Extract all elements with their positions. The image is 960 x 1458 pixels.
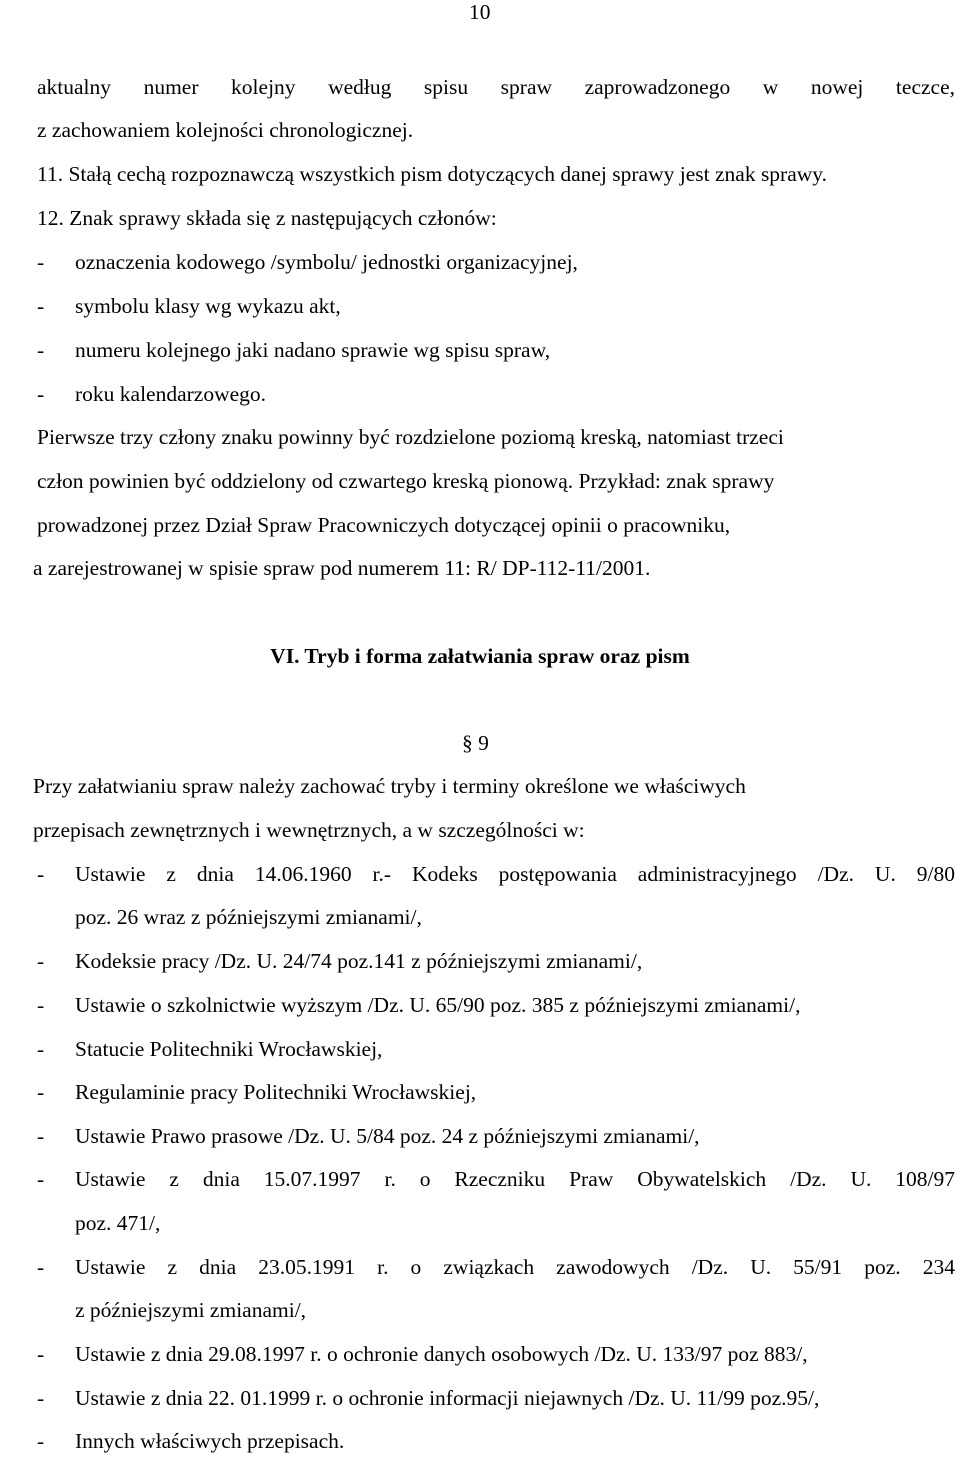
list-item: Kodeksie pracy /Dz. U. 24/74 poz.141 z późniejszymi zmianami/, [75,949,643,973]
page-number: 10 [469,0,491,24]
paragraph-number: § 9 [462,731,489,755]
list-item: Ustawie z dnia 29.08.1997 r. o ochronie danych osobowych /Dz. U. 133/97 poz 883/, [75,1342,808,1366]
list-item: Statucie Politechniki Wrocławskiej, [75,1037,383,1061]
list-item: Innych właściwych przepisach. [75,1429,345,1453]
list-dash: - [37,1255,45,1279]
list-dash: - [37,1037,45,1061]
text-line: przepisach zewnętrznych i wewnętrznych, a w szczególności w: [33,818,585,842]
list-item: Ustawie z dnia 23.05.1991 r. o związkach zawodowych /Dz. U. 55/91 poz. 234 [75,1257,955,1279]
list-dash: - [37,382,45,406]
list-dash: - [37,993,45,1017]
list-item-continuation: z późniejszymi zmianami/, [75,1298,307,1322]
list-dash: - [37,338,45,362]
text-line: aktualny numer kolejny według spisu spraw zaprowadzonego w nowej teczce, [37,77,955,99]
list-item: Ustawie z dnia 15.07.1997 r. o Rzeczniku Praw Obywatelskich /Dz. U. 108/97 [75,1169,955,1191]
list-item: Ustawie Prawo prasowe /Dz. U. 5/84 poz. 24 z późniejszymi zmianami/, [75,1124,700,1148]
text-line: Przy załatwianiu spraw należy zachować tryby i terminy określone we właściwych [33,774,746,798]
list-item: Ustawie o szkolnictwie wyższym /Dz. U. 65/90 poz. 385 z późniejszymi zmianami/, [75,993,801,1017]
list-dash: - [37,862,45,886]
list-item-continuation: poz. 26 wraz z późniejszymi zmianami/, [75,905,422,929]
list-dash: - [37,294,45,318]
text-line: prowadzonej przez Dział Spraw Pracowniczych dotyczącej opinii o pracowniku, [37,513,731,537]
list-item: symbolu klasy wg wykazu akt, [75,294,341,318]
section-heading: VI. Tryb i forma załatwiania spraw oraz pism [270,644,690,668]
text-line: 11. Stałą cechą rozpoznawczą wszystkich pism dotyczących danej sprawy jest znak sprawy. [37,162,828,186]
list-dash: - [37,1167,45,1191]
list-item: Ustawie z dnia 22. 01.1999 r. o ochronie informacji niejawnych /Dz. U. 11/99 poz.95/, [75,1386,820,1410]
list-item-continuation: poz. 471/, [75,1211,161,1235]
text-line: człon powinien być oddzielony od czwartego kreską pionową. Przykład: znak sprawy [37,469,775,493]
list-dash: - [37,250,45,274]
text-line: Pierwsze trzy człony znaku powinny być rozdzielone poziomą kreską, natomiast trzeci [37,425,784,449]
list-dash: - [37,1386,45,1410]
list-item: oznaczenia kodowego /symbolu/ jednostki organizacyjnej, [75,250,578,274]
list-dash: - [37,1080,45,1104]
text-line: z zachowaniem kolejności chronologicznej. [37,118,414,142]
text-line: a zarejestrowanej w spisie spraw pod numerem 11: R/ DP-112-11/2001. [33,556,651,580]
text-line: 12. Znak sprawy składa się z następujących członów: [37,206,497,230]
list-item: numeru kolejnego jaki nadano sprawie wg spisu spraw, [75,338,551,362]
list-item: Regulaminie pracy Politechniki Wrocławskiej, [75,1080,477,1104]
list-dash: - [37,1342,45,1366]
list-dash: - [37,1429,45,1453]
list-dash: - [37,949,45,973]
list-item: roku kalendarzowego. [75,382,267,406]
list-item: Ustawie z dnia 14.06.1960 r.- Kodeks postępowania administracyjnego /Dz. U. 9/80 [75,864,955,886]
list-dash: - [37,1124,45,1148]
